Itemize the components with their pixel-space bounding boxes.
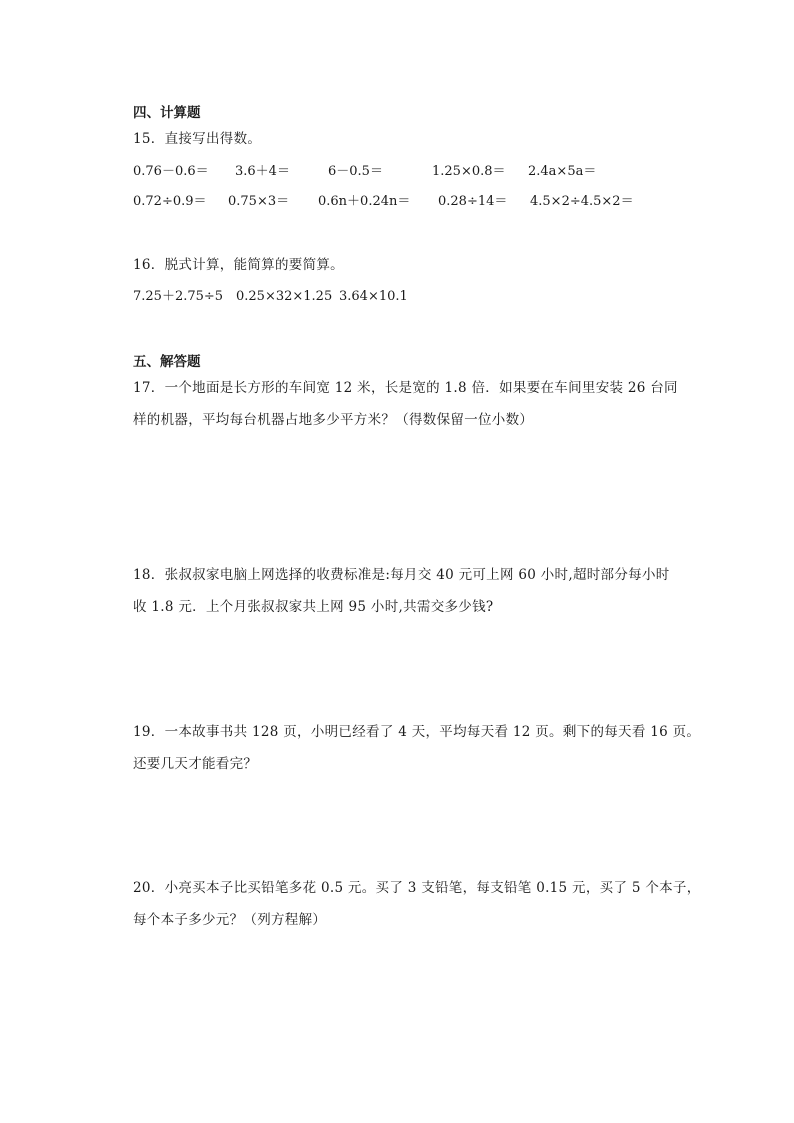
q16-item-1: 7.25＋2.75÷5: [133, 289, 224, 304]
question-18-line-2: 收 1.8 元．上个月张叔叔家共上网 95 小时,共需交多少钱?: [133, 599, 494, 615]
question-20-line-2: 每个本子多少元？（列方程解）: [133, 912, 327, 928]
question-16-prompt: 16．脱式计算，能简算的要简算。: [133, 257, 344, 273]
question-17-line-1: 17．一个地面是长方形的车间宽 12 米，长是宽的 1.8 倍．如果要在车间里安装 26 台同: [133, 380, 678, 396]
question-19-line-1: 19．一本故事书共 128 页，小明已经看了 4 天，平均每天看 12 页。剩下的每天看 16 页。: [133, 724, 701, 740]
q15-row1-item-4: 1.25×0.8＝: [432, 164, 506, 179]
q15-row2-item-3: 0.6n＋0.24n＝: [318, 194, 411, 209]
question-17-line-2: 样的机器，平均每台机器占地多少平方米？（得数保留一位小数）: [133, 412, 534, 428]
section-4-title: 四、计算题: [133, 105, 201, 121]
question-20-line-1: 20．小亮买本子比买铅笔多花 0.5 元。买了 3 支铅笔，每支铅笔 0.15 元，买了 5 个本子，: [133, 880, 701, 896]
q15-row1-item-3: 6－0.5＝: [328, 164, 383, 179]
q15-row2-item-4: 0.28÷14＝: [438, 194, 508, 209]
q16-item-3: 3.64×10.1: [339, 289, 408, 304]
q15-row1-item-2: 3.6＋4＝: [235, 164, 290, 179]
q15-row1-item-1: 0.76－0.6＝: [133, 164, 209, 179]
q15-row1-item-5: 2.4a×5a＝: [528, 164, 597, 179]
question-15-prompt: 15．直接写出得数。: [133, 131, 262, 147]
question-18-line-1: 18．张叔叔家电脑上网选择的收费标准是:每月交 40 元可上网 60 小时,超时部分每小时: [133, 567, 670, 583]
q15-row2-item-1: 0.72÷0.9＝: [133, 194, 207, 209]
question-19-line-2: 还要几天才能看完？: [133, 756, 258, 772]
q15-row2-item-5: 4.5×2÷4.5×2＝: [530, 194, 634, 209]
q15-row2-item-2: 0.75×3＝: [228, 194, 290, 209]
q16-item-2: 0.25×32×1.25: [236, 289, 333, 304]
section-5-title: 五、解答题: [133, 354, 201, 370]
